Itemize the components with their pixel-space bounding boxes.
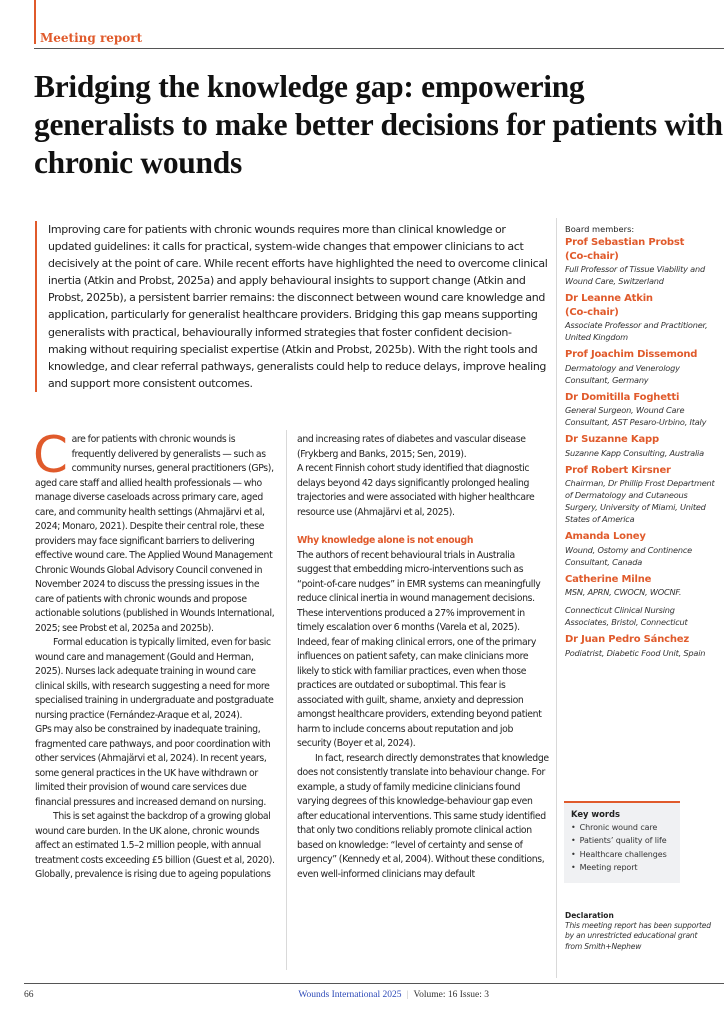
header-accent-bar [34, 0, 36, 44]
body-paragraph: Formal education is typically limited, even for basic wound care and management (Gould and Herman, 2025). Nurses lack adequate training in wound care clinical skills, with research suggesting a need for more specialised training in undergraduate and postgraduate nursing practice (Fernández-Araque et al, 2024). [35, 637, 274, 721]
subheading: Why knowledge alone is not enough [297, 535, 474, 546]
member-name: Prof Sebastian Probst [565, 237, 685, 248]
member-name: Prof Joachim Dissemond [565, 349, 698, 360]
body-paragraph: and increasing rates of diabetes and vascular disease (Frykberg and Banks, 2015; Sen, 2019). [297, 434, 526, 460]
intro-standfirst: Improving care for patients with chronic wounds requires more than clinical knowledge or updated guidelines: it calls for practical, system-wide changes that empower clinicians to act decisively at the point of care. While recent efforts have highlighted the need to overcome clinical inertia (Atkin and Probst, 2025a) and apply behavioural insights to support change (Atkin and Probst, 2025b), a persistent barrier remains: the disconnect between wound care knowledge and application, particularly for generalist healthcare providers. Bridging this gap means supporting generalists with practical, behaviourally informed strategies that foster confident decision-making without requiring specialist expertise (Atkin and Probst, 2025b). With the right tools and knowledge, and clear referral pathways, generalists could help to reduce delays, improve healing and support more consistent outcomes. [35, 221, 550, 392]
body-paragraph: The authors of recent behavioural trials in Australia suggest that embedding micro-interventions such as “point-of-care nudges” in EMR systems can meaningfully reduce clinical inertia in wound management decisions. These interventions produced a 27% improvement in timely escalation over 6 months (Varela et al, 2025). Indeed, fear of making clinical errors, one of the primary influences on patient safety, can make clinicians more likely to stick with familiar practices, even when those practices are outdated or suboptimal. This fear is associated with guilt, shame, anxiety and depression amongst healthcare providers, extending beyond patient harm to include concerns about reputation and job security (Boyer et al, 2024). [297, 549, 542, 749]
board-member [565, 573, 715, 629]
board-members-sidebar [565, 224, 715, 664]
member-name: Dr Suzanne Kapp [565, 434, 659, 445]
body-paragraph: A recent Finnish cohort study identified that diagnostic delays beyond 42 days significantly prolonged healing trajectories and were associated with higher healthcare resource use (Ahmajärvi et al, 2025). [297, 463, 535, 518]
keyword-item: • Patients’ quality of life [571, 834, 674, 847]
article-title: Bridging the knowledge gap: empowering generalists to make better decisions for patients with chronic wounds [34, 69, 723, 180]
member-cochair: (Co-chair) [565, 306, 619, 318]
keywords-box [564, 801, 680, 883]
keyword-item: • Chronic wound care [571, 821, 674, 834]
member-role: MSN, APRN, CWOCN, WOCNF. [565, 587, 682, 597]
board-members-label: Board members: [565, 224, 635, 234]
member-name: Dr Domitilla Foghetti [565, 391, 680, 403]
keywords-title: Key words [571, 809, 620, 819]
member-name: Prof Robert Kirsner [565, 464, 671, 476]
board-member [565, 292, 715, 343]
member-role: General Surgeon, Wound Care Consultant, AST Pesaro-Urbino, Italy [565, 405, 707, 427]
member-role: Associate Professor and Practitioner, United Kingdom [565, 320, 708, 342]
section-label: Meeting report [40, 31, 143, 45]
member-name: Amanda Loney [565, 531, 646, 542]
body-paragraph: In fact, research directly demonstrates that knowledge does not consistently translate into behaviour change. For example, a study of family medicine clinicians found varying degrees of this knowledge-behaviour gap even after educational interventions. This same study identified that only two conditions reliably promote clinical action based on knowledge: “level of certainty and sense of urgency” (Kennedy et al, 2004). Without these conditions, even well-informed clinicians may default [297, 752, 549, 880]
member-cochair: (Co-chair) [565, 250, 619, 262]
member-role: Wound, Ostomy and Continence Consultant, Canada [565, 544, 692, 567]
sidebar-divider [556, 218, 557, 978]
member-role: Podiatrist, Diabetic Food Unit, Spain [565, 647, 706, 658]
board-member [565, 530, 715, 568]
member-name: Dr Leanne Atkin [565, 293, 653, 304]
body-paragraph: This is set against the backdrop of a growing global wound care burden. In the UK alone, chronic wounds affect an estimated 1.5–2 million people, with annual treatment costs exceeding £5 billion (Guest et al, 2020). Globally, prevalence is rising due to ageing populations [35, 811, 275, 880]
board-member [565, 633, 715, 659]
body-paragraph: GPs may also be constrained by inadequate training, fragmented care pathways, and poor coordination with other services (Ahmajärvi et al, 2024). In recent years, some general practices in the UK have withdrawn or limited their provision of wound care services due financial pressures and increased demand on nursing. [35, 724, 271, 808]
board-member [565, 391, 715, 429]
member-name: Catherine Milne [565, 573, 652, 585]
column-divider [286, 430, 287, 970]
declaration [565, 911, 715, 952]
member-name: Dr Juan Pedro Sánchez [565, 634, 689, 645]
keyword-item: • Healthcare challenges [571, 848, 674, 861]
member-affiliation: Connecticut Clinical Nursing Associates, Bristol, Connecticut [565, 605, 688, 627]
journal-name: Wounds International 2025 [298, 990, 402, 1000]
declaration-title: Declaration [565, 911, 614, 920]
header-rule [34, 48, 724, 49]
board-member [565, 236, 715, 287]
board-member [565, 433, 715, 459]
member-role: Full Professor of Tissue Viability and Wound Care, Switzerland [565, 264, 705, 286]
member-role: Suzanne Kapp Consulting, Australia [565, 447, 704, 458]
member-role: Chairman, Dr Phillip Frost Department of Dermatology and Cutaneous Surgery, University of Miami, United States of America [565, 478, 715, 524]
paragraph-text: are for patients with chronic wounds is frequently delivered by generalists — such as community nurses, general practitioners (GPs), aged care staff and allied health professionals — who manage diverse caseloads across primary care, aged care, and community health settings (Ahmajärvi et al, 2024; Monaro, 2021). Despite their central role, these providers may face significant barriers to delivering effective wound care. The Applied Wound Management Chronic Wounds Global Advisory Council convened in November 2024 to discuss the pressing issues in the care of patients with chronic wounds and propose actionable solutions (published in Wounds International, 2025; see Probst et al, 2025a and 2025b). [35, 434, 275, 634]
body-column-2 [297, 433, 549, 882]
member-role: Dermatology and Venerology Consultant, Germany [565, 362, 680, 385]
footer-separator: | [406, 990, 409, 1000]
drop-cap: C [33, 426, 68, 484]
page-number: 66 [24, 990, 34, 1000]
footer-rule [24, 983, 724, 984]
footer-citation [298, 990, 489, 1000]
board-member [565, 348, 715, 386]
board-member [565, 464, 715, 526]
keyword-item: • Meeting report [571, 861, 674, 874]
volume-issue: Volume: 16 Issue: 3 [413, 990, 489, 1000]
body-column-1 [33, 426, 277, 883]
declaration-text: This meeting report has been supported by an unrestricted educational grant from Smith+Nephew [565, 921, 711, 951]
body-paragraph [33, 426, 277, 636]
